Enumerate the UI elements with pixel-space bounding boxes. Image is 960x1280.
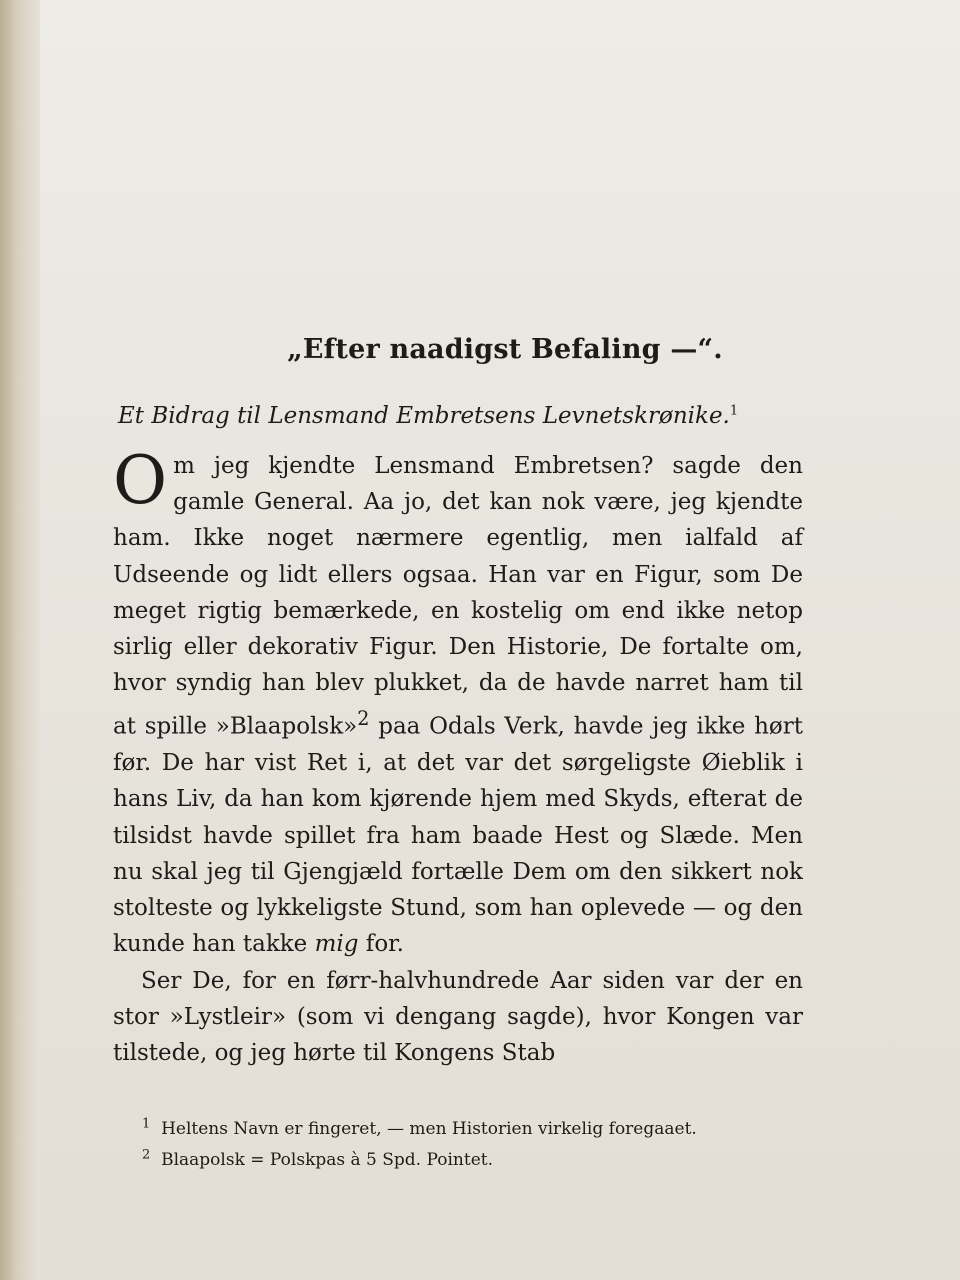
emphasis-word: mig [314, 931, 359, 958]
paragraph-1-text-c: for. [358, 931, 404, 958]
footnote-1-text: Heltens Navn er fingeret, — men Historien virkelig foregaaet. [161, 1119, 697, 1139]
chapter-subtitle [118, 403, 918, 429]
footnote-2 [142, 1145, 822, 1176]
footnotes [142, 1114, 822, 1176]
paragraph-1-text-b: paa Odals Verk, havde jeg ikke hørt før. De har vist Ret i, at det var det sørgeligste Øieblik i hans Liv, da han kom kjørende hjem med Skyds, efterat de tilsidst havde spillet fra ham baade Hest og Slæde. Men nu skal jeg til Gjengjæld fortælle Dem om den sikkert nok stolteste og lykkeligste Stund, som han oplevede — og den kunde han takke [113, 714, 804, 958]
book-gutter-edge [0, 0, 40, 1280]
footnote-1 [142, 1114, 822, 1145]
paragraph-2: Ser De, for en førr-halvhundrede Aar siden var der en stor »Lystleir» (som vi dengang sagde), hvor Kongen var tilstede, og jeg hørte til Kongens Stab [113, 967, 803, 1066]
subtitle-text: Et Bidrag til Lensmand Embretsens Levnetskrønike. [118, 403, 730, 429]
body-text [113, 442, 804, 1071]
footnote-2-marker: 2 [142, 1147, 151, 1163]
footnote-2-text: Blaapolsk = Polskpas à 5 Spd. Pointet. [161, 1150, 493, 1170]
drop-cap: O [113, 442, 168, 519]
paragraph-1 [113, 442, 804, 963]
footnote-ref-1: 1 [729, 403, 739, 419]
paragraph-1-text-a: m jeg kjendte Lensmand Embretsen? sagde den gamle General. Aa jo, det kan nok være, jeg kjendte ham. Ikke noget nærmere egentlig, men ialfald af Udseende og lidt ellers ogsaa. Han var en Figur, som De meget rigtig bemærkede, en kostelig om end ikke netop sirlig eller dekorativ Figur. Den Historie, De fortalte om, hvor syndig han blev plukket, da de havde narret ham til at spille »Blaapolsk» [113, 453, 803, 741]
footnote-1-marker: 1 [142, 1116, 151, 1132]
chapter-title: „Efter naadigst Befaling —“. [287, 334, 723, 365]
footnote-ref-2: 2 [357, 707, 370, 731]
